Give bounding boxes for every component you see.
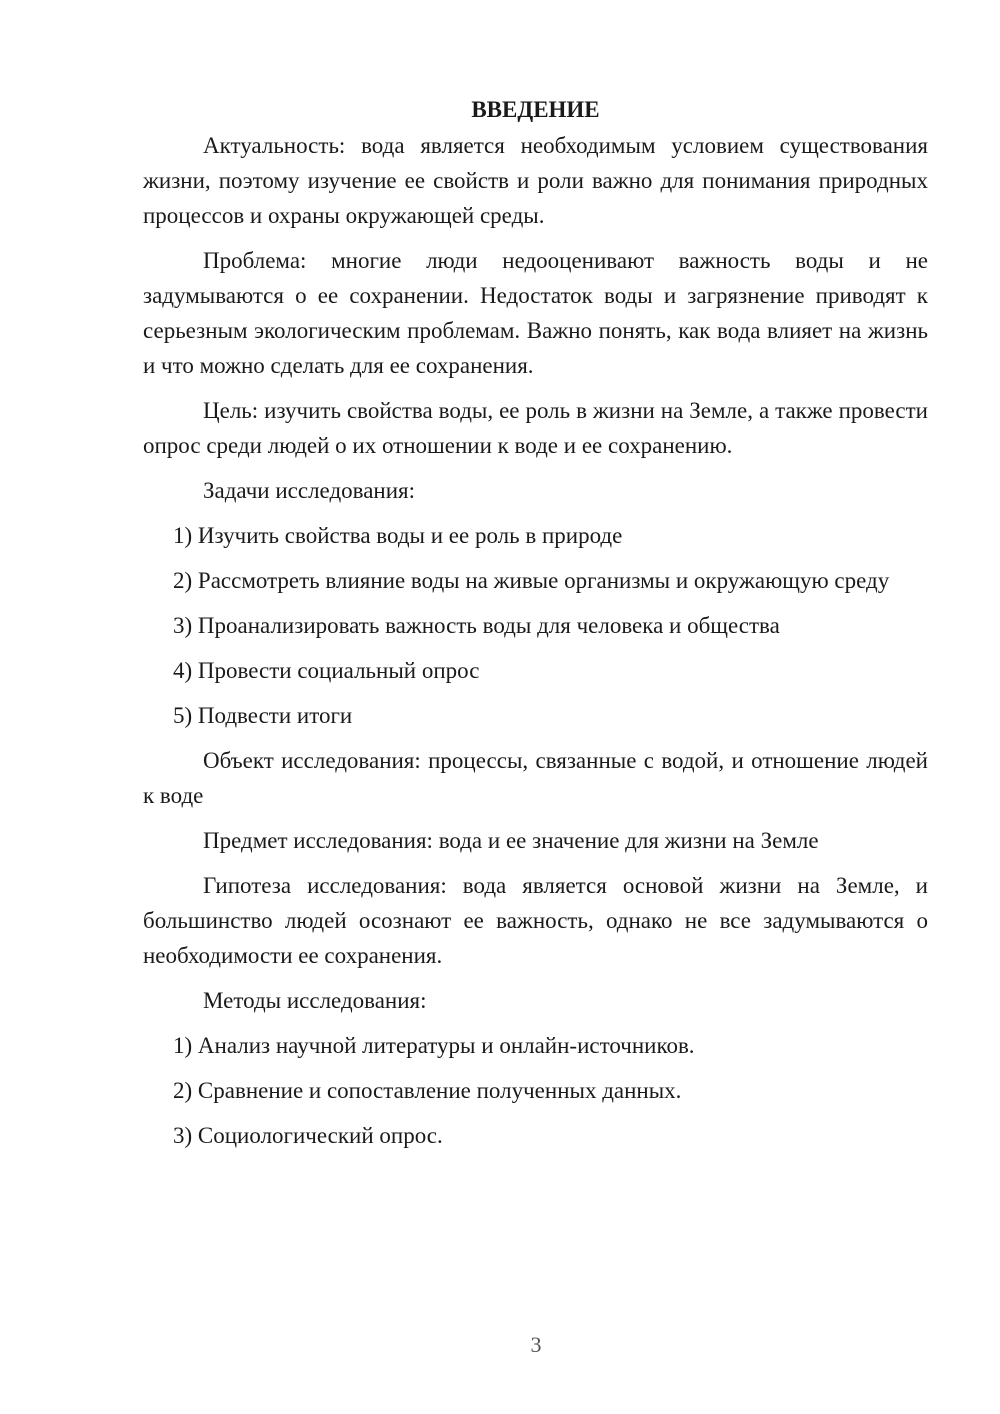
method-item: 1) Анализ научной литературы и онлайн-источников.: [173, 1033, 695, 1058]
task-item: 5) Подвести итоги: [173, 703, 353, 728]
hypothesis-paragraph: Гипотеза исследования: вода является основой жизни на Земле, и большинство людей осознают ее важность, однако не все задумываются о необходимости ее сохранения.: [143, 873, 928, 968]
page-number: 3: [530, 1332, 542, 1357]
task-item: 4) Провести социальный опрос: [173, 658, 480, 683]
page-body: [143, 92, 928, 1163]
object-paragraph: Объект исследования: процессы, связанные с водой, и отношение людей к воде: [143, 748, 928, 808]
section-title: ВВЕДЕНИЕ: [471, 97, 600, 122]
method-item: 2) Сравнение и сопоставление полученных данных.: [173, 1078, 682, 1103]
method-item: 3) Социологический опрос.: [173, 1123, 443, 1148]
methods-heading: Методы исследования:: [203, 988, 427, 1013]
task-item: 3) Проанализировать важность воды для человека и общества: [173, 613, 780, 638]
relevance-paragraph: Актуальность: вода является необходимым условием существования жизни, поэтому изучение ее свойств и роли важно для понимания природных процессов и охраны окружающей среды.: [143, 133, 928, 228]
tasks-heading: Задачи исследования:: [203, 478, 416, 503]
task-item: 1) Изучить свойства воды и ее роль в природе: [173, 523, 623, 548]
problem-paragraph: Проблема: многие люди недооценивают важность воды и не задумываются о ее сохранении. Недостаток воды и загрязнение приводят к серьезным экологическим проблемам. Важно понять, как вода влияет на жизнь и что можно сделать для ее сохранения.: [143, 248, 928, 378]
subject-paragraph: Предмет исследования: вода и ее значение для жизни на Земле: [203, 828, 819, 853]
goal-paragraph: Цель: изучить свойства воды, ее роль в жизни на Земле, а также провести опрос среди людей о их отношении к воде и ее сохранению.: [143, 398, 928, 458]
task-item: 2) Рассмотреть влияние воды на живые организмы и окружающую среду: [173, 568, 890, 593]
